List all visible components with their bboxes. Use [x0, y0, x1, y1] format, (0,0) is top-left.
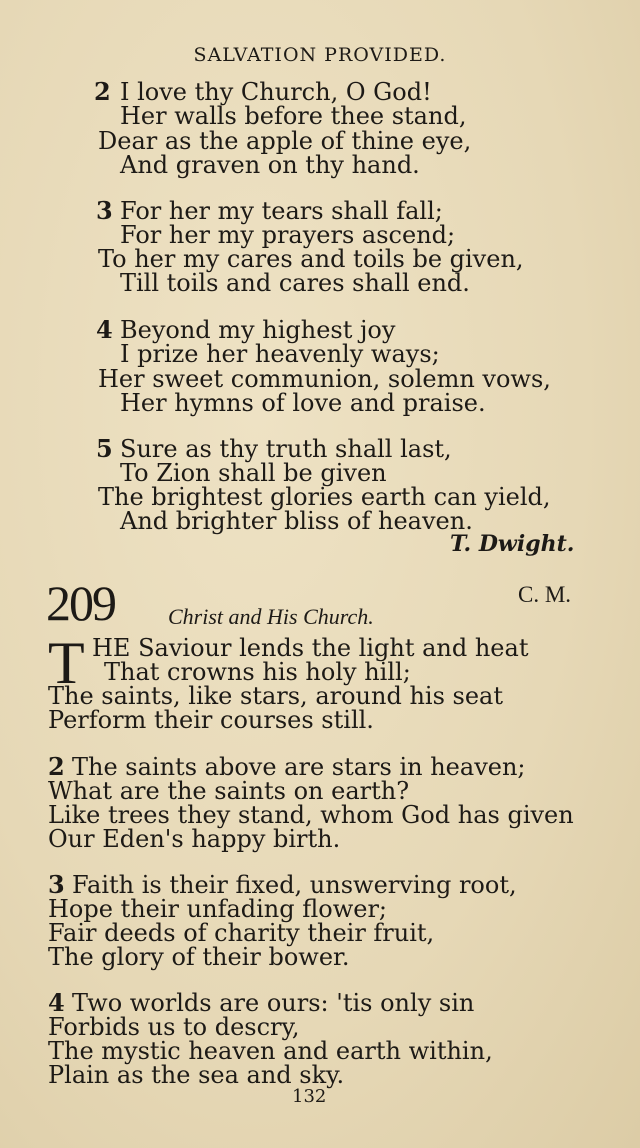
- verse-line: To Zion shall be given: [120, 459, 387, 487]
- verse-line: And graven on thy hand.: [120, 151, 420, 179]
- verse-line: Till toils and cares shall end.: [120, 269, 470, 297]
- author-attribution: T. Dwight.: [450, 531, 575, 557]
- verse-line: Two worlds are ours: 'tis only sin: [72, 989, 475, 1017]
- running-header: SALVATION PROVIDED.: [193, 44, 447, 66]
- verse-line: Our Eden's happy birth.: [48, 825, 341, 853]
- verse-line: What are the saints on earth?: [48, 777, 410, 805]
- verse-line: I love thy Church, O God!: [120, 78, 432, 106]
- hymn-number: 209: [46, 575, 115, 631]
- verse-line: Hope their unfading flower;: [48, 895, 388, 923]
- verse-line: For her my tears shall fall;: [120, 197, 443, 225]
- stanza-number: 2: [48, 752, 65, 781]
- stanza-number: 3: [96, 196, 113, 225]
- stanza-number: 2: [94, 77, 111, 106]
- verse-line: Dear as the apple of thine eye,: [98, 127, 472, 155]
- verse-line: Perform their courses still.: [48, 706, 374, 734]
- verse-line: I prize her heavenly ways;: [120, 340, 440, 368]
- verse-line: The mystic heaven and earth within,: [48, 1037, 493, 1065]
- verse-line: That crowns his holy hill;: [104, 658, 411, 686]
- verse-line: Beyond my highest joy: [120, 316, 396, 344]
- verse-line: And brighter bliss of heaven.: [120, 507, 473, 535]
- verse-line: Her walls before thee stand,: [120, 102, 467, 130]
- verse-line: The saints, like stars, around his seat: [48, 682, 504, 710]
- verse-line: Plain as the sea and sky.: [48, 1061, 345, 1089]
- verse-line: The saints above are stars in heaven;: [72, 753, 526, 781]
- verse-line: Fair deeds of charity their fruit,: [48, 919, 435, 947]
- stanza-number: 4: [48, 988, 65, 1017]
- verse-line: The glory of their bower.: [48, 943, 350, 971]
- page-number: 132: [292, 1086, 327, 1107]
- stanza-number: 5: [96, 434, 113, 463]
- drop-cap: T: [48, 630, 85, 696]
- hymn-meter: C. M.: [518, 582, 572, 607]
- verse-line: Her sweet communion, solemn vows,: [98, 365, 551, 393]
- stanza-number: 4: [96, 315, 113, 344]
- verse-line: The brightest glories earth can yield,: [98, 483, 551, 511]
- verse-line: Like trees they stand, whom God has given: [48, 801, 574, 829]
- verse-line: Faith is their fixed, unswerving root,: [72, 871, 517, 899]
- stanza-number: 3: [48, 870, 65, 899]
- verse-line: Forbids us to descry,: [48, 1013, 300, 1041]
- verse-line: Her hymns of love and praise.: [120, 389, 486, 417]
- verse-line: Sure as thy truth shall last,: [120, 435, 452, 463]
- hymn-title: Christ and His Church.: [168, 604, 374, 629]
- verse-line: To her my cares and toils be given,: [98, 245, 524, 273]
- verse-line: For her my prayers ascend;: [120, 221, 456, 249]
- verse-line: HE Saviour lends the light and heat: [92, 634, 529, 662]
